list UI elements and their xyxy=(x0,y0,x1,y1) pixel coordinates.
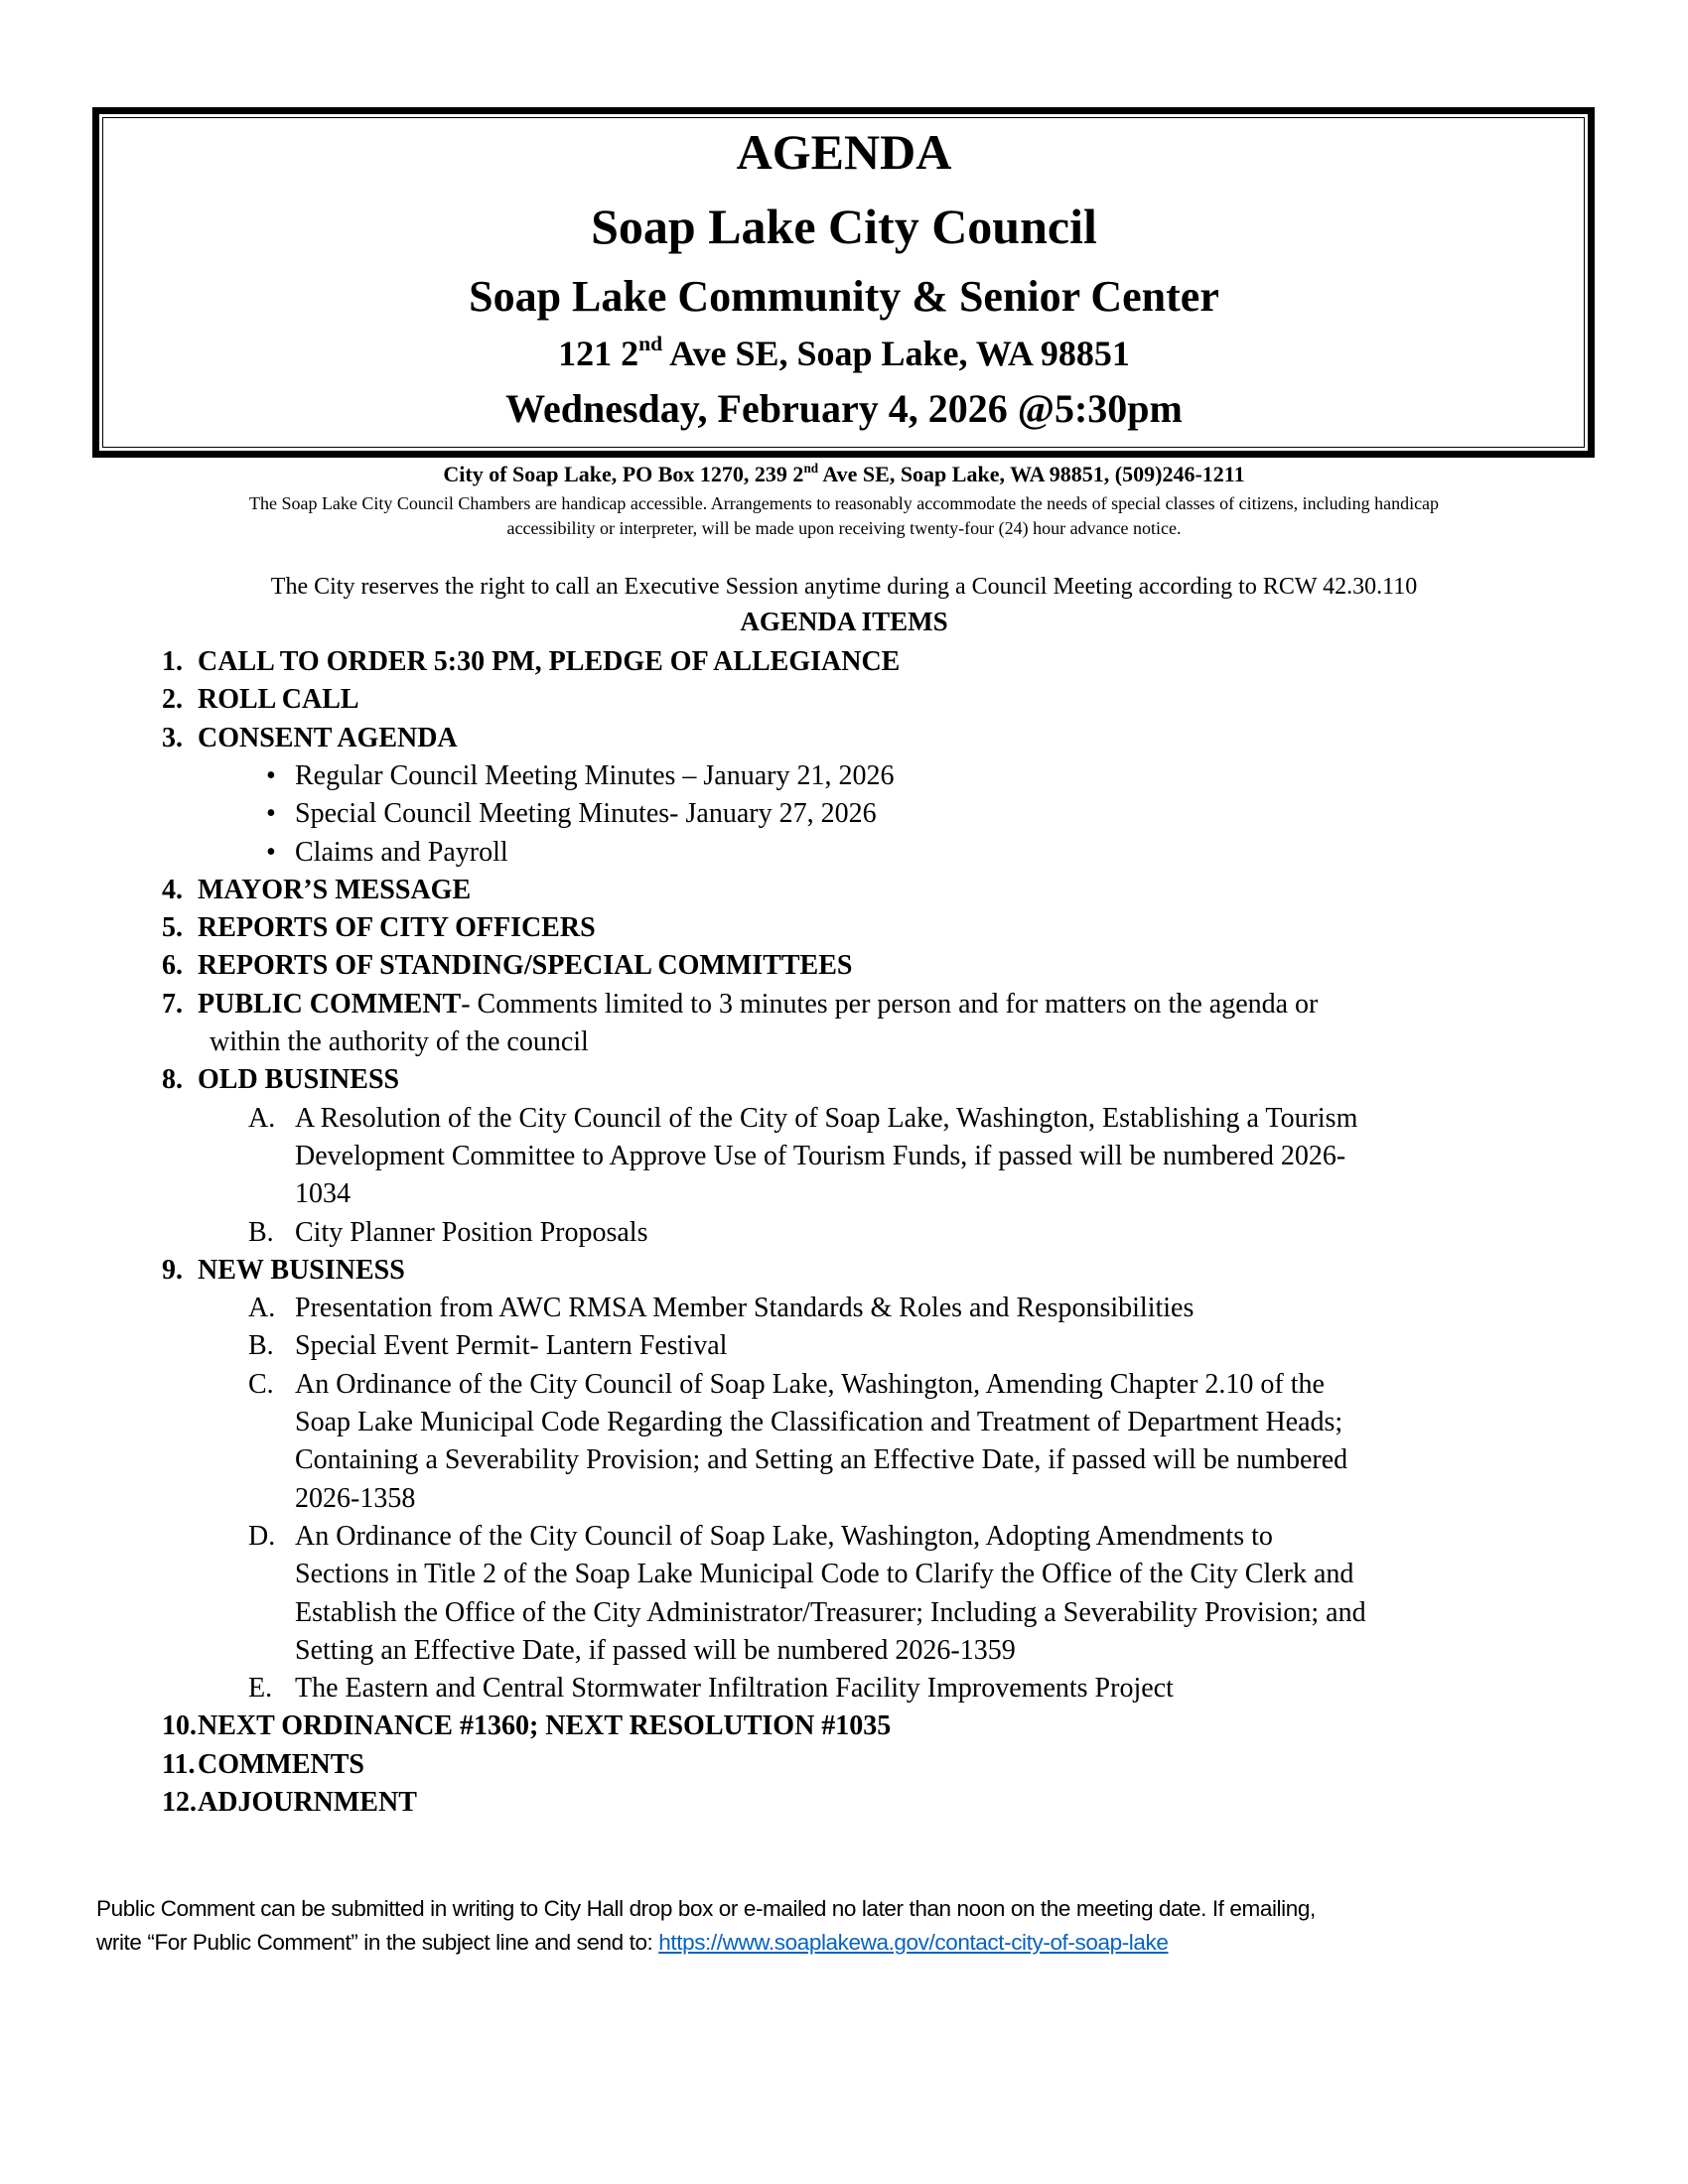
address-part: 121 2 xyxy=(558,334,639,373)
sub-item-continued: 1034 xyxy=(295,1178,351,1210)
contact-part: City of Soap Lake, PO Box 1270, 239 2 xyxy=(443,462,804,486)
agenda-item xyxy=(198,1784,417,1822)
item-letter: C. xyxy=(248,1368,274,1400)
agenda-item xyxy=(198,947,852,985)
item-title: REPORTS OF STANDING/SPECIAL COMMITTEES xyxy=(198,950,853,982)
sub-item: Special Event Permit- Lantern Festival xyxy=(295,1330,728,1362)
consent-item: Claims and Payroll xyxy=(295,836,508,868)
agenda-item xyxy=(198,1746,364,1784)
item-title: ADJOURNMENT xyxy=(198,1787,417,1818)
item-number: 10. xyxy=(162,1710,197,1742)
footer-line: Public Comment can be submitted in writing to City Hall drop box or e-mailed no later than noon on the meeting date. If emailing, xyxy=(96,1896,1316,1921)
item-letter: E. xyxy=(248,1673,273,1705)
item-title: CONSENT AGENDA xyxy=(198,722,458,753)
item-number: 5. xyxy=(162,912,183,944)
agenda-item xyxy=(198,643,900,681)
item-title: REPORTS OF CITY OFFICERS xyxy=(198,912,596,944)
sub-item-continued: Establish the Office of the City Administrator/Treasurer; Including a Severability Provision; and xyxy=(295,1596,1366,1628)
bullet-icon: • xyxy=(266,759,276,791)
item-title: MAYOR’S MESSAGE xyxy=(198,874,472,905)
item-letter: A. xyxy=(248,1293,276,1324)
item-title: NEXT ORDINANCE #1360; NEXT RESOLUTION #1035 xyxy=(198,1710,892,1742)
address-part: Ave SE, Soap Lake, WA 98851 xyxy=(662,334,1130,373)
venue-name: Soap Lake Community & Senior Center xyxy=(469,272,1219,321)
item-number: 1. xyxy=(162,646,183,677)
meeting-datetime: Wednesday, February 4, 2026 @5:30pm xyxy=(505,386,1183,431)
footer-line xyxy=(96,1926,1316,1960)
item-title: CALL TO ORDER 5:30 PM, PLEDGE OF ALLEGIANCE xyxy=(198,646,901,677)
sub-item-continued: 2026-1358 xyxy=(295,1482,416,1514)
sub-item: City Planner Position Proposals xyxy=(295,1216,648,1248)
accessibility-line: accessibility or interpreter, will be made upon receiving twenty-four (24) hour advance notice. xyxy=(506,518,1182,538)
contact-link[interactable]: https://www.soaplakewa.gov/contact-city-of-soap-lake xyxy=(658,1930,1169,1955)
item-title: NEW BUSINESS xyxy=(198,1254,405,1286)
sub-item-continued: Development Committee to Approve Use of Tourism Funds, if passed will be numbered 2026- xyxy=(295,1140,1346,1171)
bullet-icon: • xyxy=(266,836,276,868)
venue-address xyxy=(0,333,1688,374)
item-number: 4. xyxy=(162,874,183,905)
item-letter: D. xyxy=(248,1520,276,1552)
sub-item: A Resolution of the City Council of the City of Soap Lake, Washington, Establishing a Tourism xyxy=(295,1102,1358,1134)
address-ordinal: nd xyxy=(638,331,663,355)
contact-ordinal: nd xyxy=(803,460,819,476)
item-continued: within the authority of the council xyxy=(210,1026,589,1057)
accessibility-notice xyxy=(0,491,1688,541)
consent-item: Regular Council Meeting Minutes – January 21, 2026 xyxy=(295,759,895,791)
sub-item: Presentation from AWC RMSA Member Standards & Roles and Responsibilities xyxy=(295,1293,1195,1324)
agenda-item xyxy=(198,909,596,947)
item-letter: A. xyxy=(248,1102,276,1134)
agenda-item xyxy=(198,1707,891,1745)
city-contact xyxy=(0,462,1688,487)
item-letter: B. xyxy=(248,1330,274,1362)
sub-item-continued: Sections in Title 2 of the Soap Lake Municipal Code to Clarify the Office of the City Clerk and xyxy=(295,1559,1354,1590)
item-number: 12. xyxy=(162,1787,197,1818)
council-name: Soap Lake City Council xyxy=(591,199,1097,254)
sub-item-continued: Containing a Severability Provision; and Setting an Effective Date, if passed will be numbered xyxy=(295,1444,1348,1476)
item-number: 3. xyxy=(162,722,183,753)
agenda-title: AGENDA xyxy=(736,124,952,180)
accessibility-line: The Soap Lake City Council Chambers are handicap accessible. Arrangements to reasonably accommodate the needs of special classes of citizens, including handicap xyxy=(248,493,1440,513)
agenda-item xyxy=(198,986,1318,1024)
item-number: 9. xyxy=(162,1254,183,1286)
item-letter: B. xyxy=(248,1216,274,1248)
item-number: 7. xyxy=(162,988,183,1020)
item-title: ROLL CALL xyxy=(198,684,359,716)
agenda-item xyxy=(198,681,359,719)
item-title: PUBLIC COMMENT xyxy=(198,988,462,1020)
agenda-item xyxy=(198,872,471,909)
item-number: 11. xyxy=(162,1748,196,1780)
consent-item: Special Council Meeting Minutes- January 27, 2026 xyxy=(295,798,877,830)
footer-text: write “For Public Comment” in the subject line and send to: xyxy=(96,1930,659,1955)
item-description: - Comments limited to 3 minutes per person and for matters on the agenda or xyxy=(461,988,1319,1020)
agenda-item xyxy=(198,1252,405,1290)
contact-part: Ave SE, Soap Lake, WA 98851, (509)246-1211 xyxy=(818,462,1245,486)
sub-item-continued: Setting an Effective Date, if passed will be numbered 2026-1359 xyxy=(295,1634,1016,1666)
sub-item: An Ordinance of the City Council of Soap Lake, Washington, Amending Chapter 2.10 of the xyxy=(295,1368,1325,1400)
agenda-item xyxy=(198,720,458,757)
executive-session-notice: The City reserves the right to call an Executive Session anytime during a Council Meeting according to RCW 42.30.110 xyxy=(270,574,1418,600)
agenda-items-heading: AGENDA ITEMS xyxy=(740,607,948,636)
item-number: 2. xyxy=(162,684,183,716)
item-number: 8. xyxy=(162,1064,183,1096)
item-title: OLD BUSINESS xyxy=(198,1064,400,1096)
public-comment-footer xyxy=(96,1892,1316,1960)
bullet-icon: • xyxy=(266,798,276,830)
item-title: COMMENTS xyxy=(198,1748,364,1780)
sub-item: An Ordinance of the City Council of Soap Lake, Washington, Adopting Amendments to xyxy=(295,1520,1273,1552)
sub-item-continued: Soap Lake Municipal Code Regarding the Classification and Treatment of Department Heads; xyxy=(295,1407,1343,1437)
agenda-item xyxy=(198,1061,399,1099)
item-number: 6. xyxy=(162,950,183,982)
sub-item: The Eastern and Central Stormwater Infiltration Facility Improvements Project xyxy=(295,1673,1174,1705)
